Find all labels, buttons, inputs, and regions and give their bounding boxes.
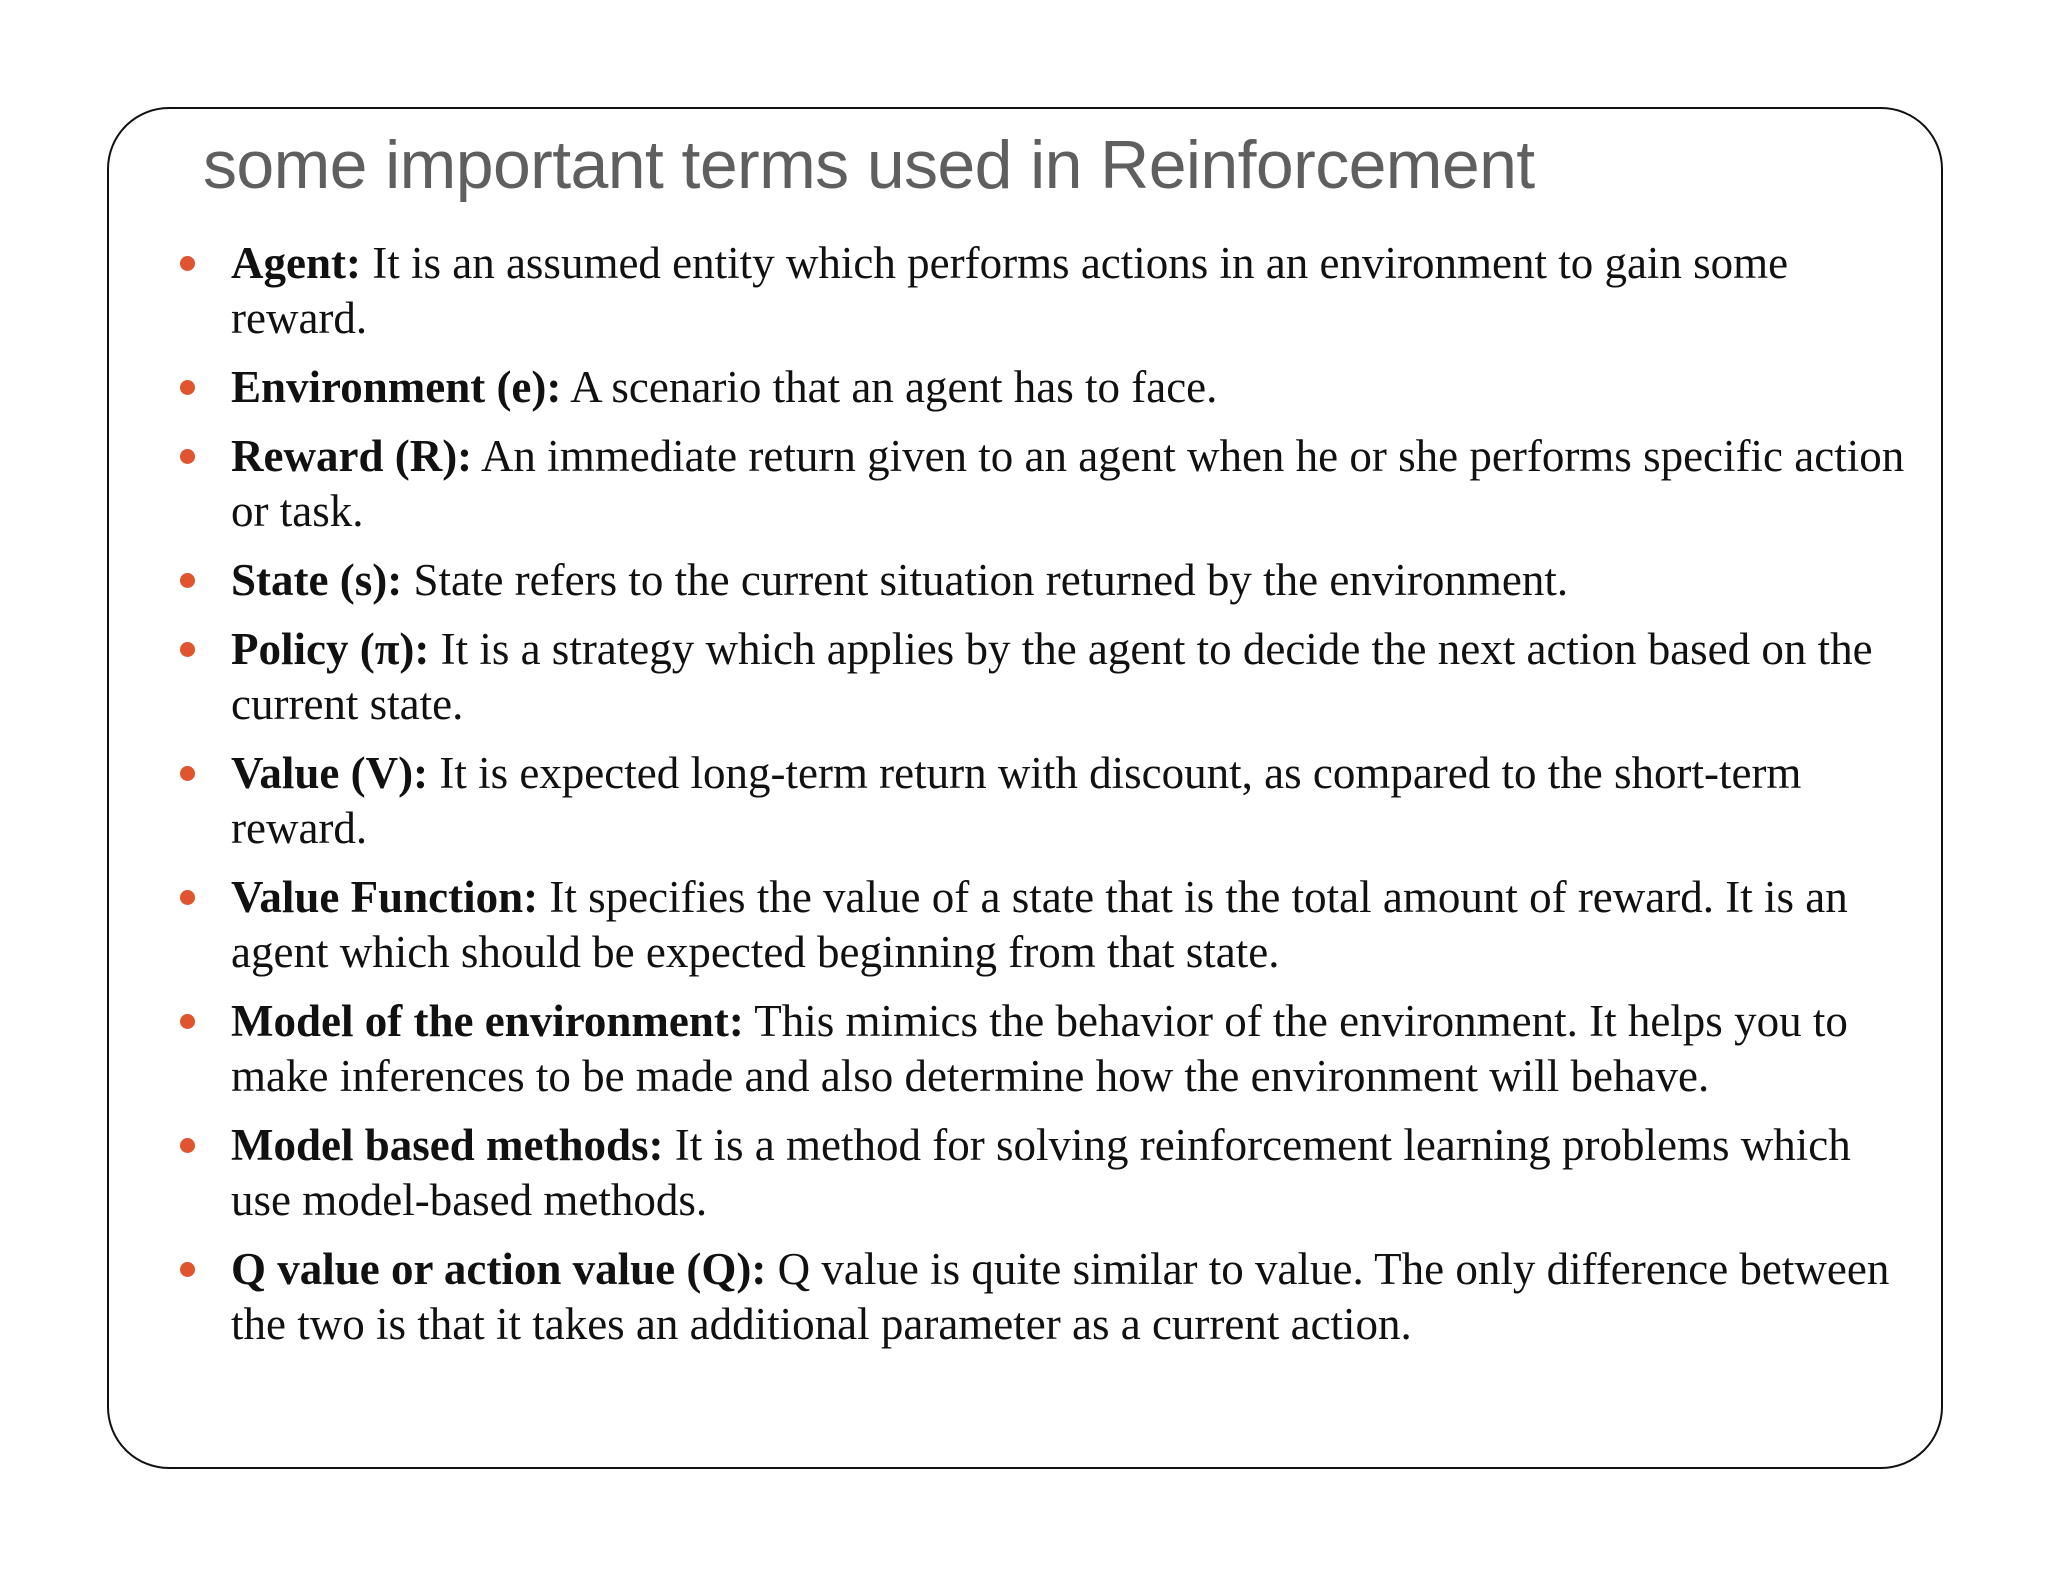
- term-definition: State refers to the current situation returned by the environment.: [402, 555, 1569, 605]
- term-label: Value (V):: [231, 748, 429, 798]
- bullet-icon: [180, 890, 195, 905]
- term-definition: A scenario that an agent has to face.: [561, 362, 1218, 412]
- list-item-model-of-environment: [172, 994, 1912, 1104]
- slide-title: some important terms used in Reinforcement: [203, 127, 1535, 203]
- term-definition: It specifies the value of a state that is the total amount of reward. It is an agent which should be expected beginning from that state.: [231, 872, 1848, 977]
- term-definition: Q value is quite similar to value. The only difference between the two is that it takes an additional parameter as a current action.: [231, 1244, 1890, 1349]
- bullet-icon: [180, 380, 195, 395]
- bullet-icon: [180, 1138, 195, 1153]
- list-item-agent: [172, 236, 1912, 346]
- term-definition: It is a method for solving reinforcement learning problems which use model-based methods.: [231, 1120, 1851, 1225]
- list-item-q-value: [172, 1242, 1912, 1352]
- list-item-value: [172, 746, 1912, 856]
- bullet-icon: [180, 256, 195, 271]
- terms-list: [172, 236, 1912, 1366]
- term-label: Policy (π):: [231, 624, 430, 674]
- term-label: Value Function:: [231, 872, 539, 922]
- term-label: Model of the environment:: [231, 996, 744, 1046]
- list-item-state: [172, 553, 1912, 608]
- term-label: State (s):: [231, 555, 403, 605]
- term-label: Model based methods:: [231, 1120, 664, 1170]
- term-definition: This mimics the behavior of the environment. It helps you to make inferences to be made and also determine how the environment will behave.: [231, 996, 1848, 1101]
- term-label: Agent:: [231, 238, 361, 288]
- term-definition: An immediate return given to an agent when he or she performs specific action or task.: [231, 431, 1905, 536]
- bullet-icon: [180, 1262, 195, 1277]
- bullet-icon: [180, 766, 195, 781]
- bullet-icon: [180, 642, 195, 657]
- term-definition: It is a strategy which applies by the agent to decide the next action based on the current state.: [231, 624, 1873, 729]
- term-label: Q value or action value (Q):: [231, 1244, 767, 1294]
- list-item-model-based-methods: [172, 1118, 1912, 1228]
- term-label: Reward (R):: [231, 431, 473, 481]
- term-definition: It is expected long-term return with discount, as compared to the short-term reward.: [231, 748, 1802, 853]
- list-item-reward: [172, 429, 1912, 539]
- term-label: Environment (e):: [231, 362, 562, 412]
- bullet-icon: [180, 1014, 195, 1029]
- bullet-icon: [180, 573, 195, 588]
- list-item-value-function: [172, 870, 1912, 980]
- list-item-policy: [172, 622, 1912, 732]
- term-definition: It is an assumed entity which performs actions in an environment to gain some reward.: [231, 238, 1789, 343]
- list-item-environment: [172, 360, 1912, 415]
- bullet-icon: [180, 449, 195, 464]
